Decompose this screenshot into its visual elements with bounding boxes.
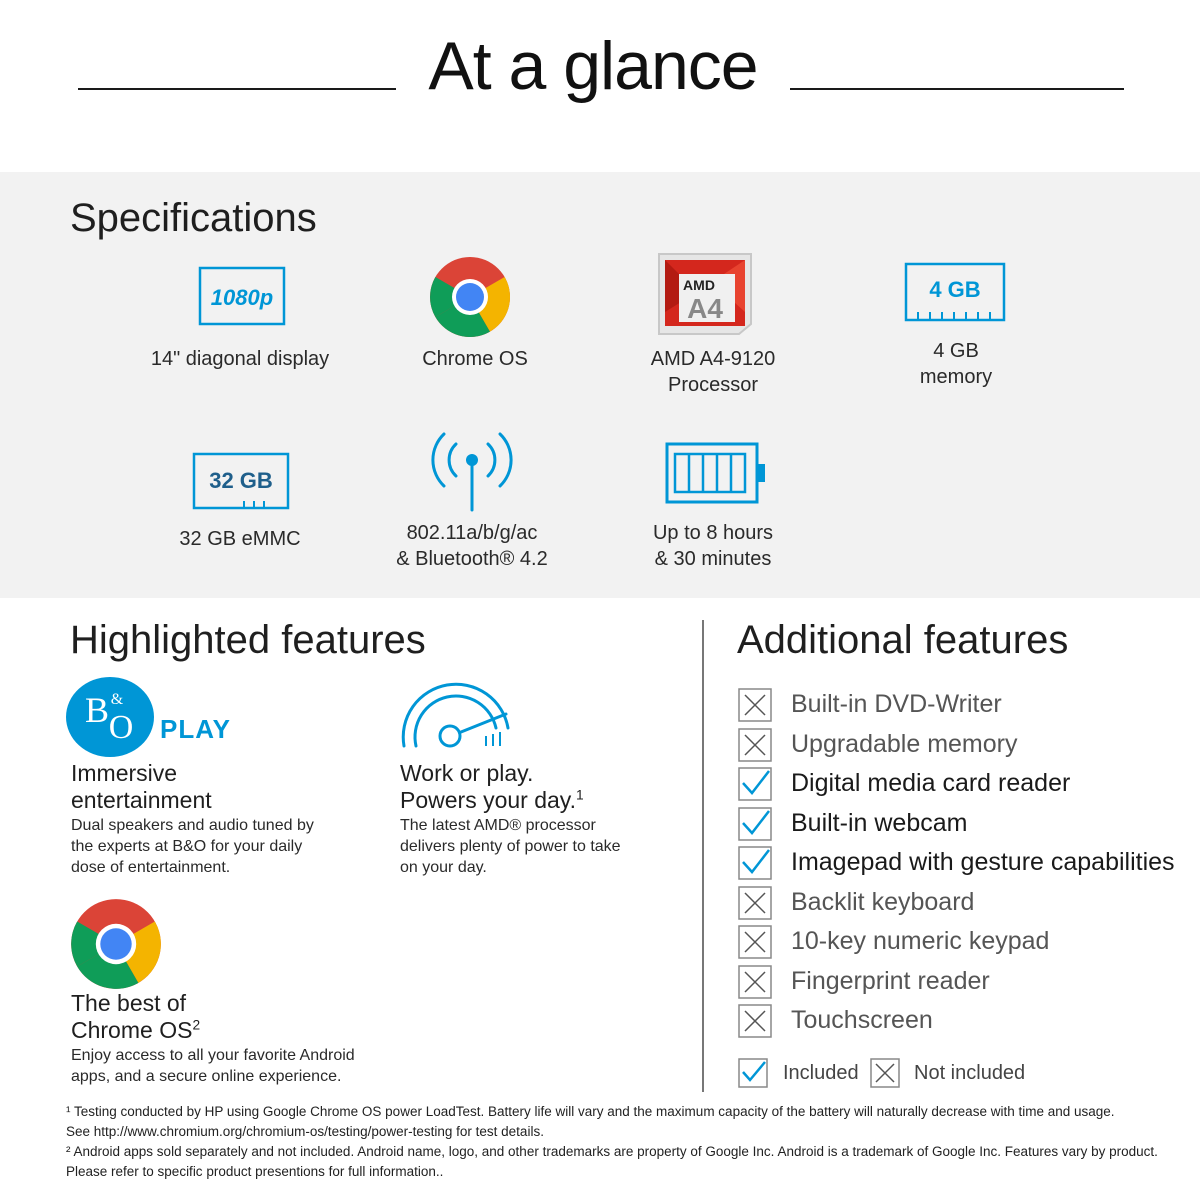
x-icon	[738, 728, 772, 762]
x-icon	[738, 965, 772, 999]
display-icon-text: 1080p	[210, 285, 274, 310]
header-rule-right	[790, 88, 1124, 90]
footnote-1-line1: ¹ Testing conducted by HP using Google Chrome OS power LoadTest. Battery life will vary and the maximum capacity of the battery will naturally decrease with time and usage.	[66, 1104, 1115, 1119]
legend-not-included-label: Not included	[914, 1062, 1026, 1084]
feature-2-body-line2: delivers plenty of power to take	[400, 838, 621, 855]
bo-logo-amp: &	[110, 691, 124, 708]
additional-features-title: Additional features	[737, 618, 1069, 662]
page-title: At a glance	[428, 28, 758, 104]
spec-processor-caption-1: AMD A4-9120	[650, 348, 776, 370]
spec-chrome-os	[375, 252, 575, 372]
feature-1-body-line3: dose of entertainment.	[71, 859, 231, 876]
bo-play-logo	[65, 676, 155, 758]
spec-display	[120, 262, 360, 372]
additional-feature-label: Upgradable memory	[791, 729, 1018, 758]
additional-feature-row	[738, 805, 1188, 839]
feature-3-body-line2: apps, and a secure online experience.	[71, 1068, 342, 1085]
feature-2-heading-line1: Work or play.	[400, 760, 534, 786]
feature-1-body-line1: Dual speakers and audio tuned by	[71, 817, 314, 834]
additional-feature-label: Touchscreen	[791, 1006, 933, 1034]
additional-feature-row	[738, 963, 1188, 997]
additional-feature-label: Fingerprint reader	[791, 966, 990, 995]
feature-2-heading-line2	[400, 787, 584, 814]
additional-feature-label: Built-in webcam	[791, 808, 968, 837]
check-icon	[738, 807, 772, 841]
feature-3-body-line1: Enjoy access to all your favorite Android	[71, 1047, 355, 1064]
additional-feature-label: Digital media card reader	[791, 769, 1071, 797]
speedometer-icon	[398, 678, 514, 750]
additional-feature-row	[738, 884, 1188, 918]
amd-a4-icon	[657, 252, 753, 336]
feature-1-heading	[71, 760, 212, 814]
feature-1-heading-line2: entertainment	[71, 787, 212, 813]
storage-icon-text: 32 GB	[209, 468, 273, 493]
feature-2-body-line3: on your day.	[400, 859, 487, 876]
additional-feature-row	[738, 686, 1188, 720]
spec-processor-caption-2: Processor	[667, 374, 759, 396]
display-1080p-icon	[198, 266, 286, 326]
spec-display-caption: 14" diagonal display	[150, 348, 330, 370]
spec-memory	[856, 260, 1056, 400]
additional-feature-label: 10-key numeric keypad	[791, 927, 1050, 955]
feature-2-body	[400, 815, 621, 878]
footnote-2-line1: ² Android apps sold separately and not included. Android name, logo, and other trademarks are property of Google Inc. Android is a trademark of Google Inc. Features vary by product.	[66, 1144, 1158, 1159]
memory-icon	[904, 262, 1006, 322]
spec-storage	[140, 450, 340, 560]
storage-icon	[192, 452, 290, 510]
additional-feature-label: Backlit keyboard	[791, 887, 975, 916]
additional-feature-row	[738, 923, 1188, 957]
chrome-logo-icon	[70, 898, 162, 990]
bo-logo-o: O	[108, 709, 134, 746]
features-legend	[738, 1056, 1138, 1090]
x-icon	[738, 886, 772, 920]
amd-icon-text: AMD	[683, 277, 715, 293]
highlighted-features-title: Highlighted features	[70, 618, 426, 662]
header	[0, 0, 1200, 172]
spec-memory-caption-2: memory	[919, 366, 993, 388]
memory-icon-text: 4 GB	[929, 277, 981, 302]
bo-play-label: PLAY	[160, 714, 231, 744]
check-icon	[738, 767, 772, 801]
spec-processor	[613, 252, 813, 402]
wireless-icon	[426, 428, 518, 512]
additional-feature-label: Imagepad with gesture capabilities	[791, 848, 1175, 876]
spec-memory-caption-1: 4 GB	[933, 340, 979, 362]
specifications-title: Specifications	[70, 196, 317, 240]
feature-3-heading	[71, 990, 200, 1044]
additional-feature-row	[738, 726, 1188, 760]
spec-battery	[613, 442, 813, 582]
feature-3-heading-line1: The best of	[71, 990, 187, 1016]
feature-1-heading-line1: Immersive	[71, 760, 178, 786]
x-icon	[738, 925, 772, 959]
spec-chrome-caption: Chrome OS	[422, 348, 528, 370]
bo-logo-b: B	[84, 690, 110, 730]
footnote-2-line2: Please refer to specific product presentions for full information..	[66, 1164, 444, 1179]
additional-feature-row	[738, 1002, 1188, 1036]
x-icon	[738, 688, 772, 722]
feature-3-heading-line2	[71, 1017, 200, 1044]
feature-2-footnote-ref: 1	[575, 787, 584, 803]
footnote-1-line2: See http://www.chromium.org/chromium-os/testing/power-testing for test details.	[66, 1124, 544, 1139]
feature-3-heading-text: Chrome OS	[71, 1017, 193, 1043]
legend-check-icon	[738, 1058, 768, 1088]
spec-storage-caption: 32 GB eMMC	[179, 528, 301, 550]
feature-1-body-line2: the experts at B&O for your daily	[71, 838, 303, 855]
spec-battery-caption-2: & 30 minutes	[654, 548, 772, 570]
header-rule-left	[78, 88, 396, 90]
check-icon	[738, 846, 772, 880]
additional-feature-row	[738, 765, 1188, 799]
spec-wireless-caption-1: 802.11a/b/g/ac	[406, 522, 538, 544]
spec-wireless	[372, 428, 572, 578]
legend-included-label: Included	[783, 1062, 859, 1084]
additional-feature-label: Built-in DVD-Writer	[791, 690, 1002, 718]
spec-battery-caption-1: Up to 8 hours	[652, 522, 774, 544]
battery-icon	[665, 442, 769, 504]
feature-2-heading	[400, 760, 584, 814]
footnotes	[66, 1102, 1176, 1182]
section-divider	[702, 620, 704, 1092]
feature-2-body-line1: The latest AMD® processor	[400, 817, 596, 834]
chrome-os-icon	[429, 256, 511, 338]
specifications-section	[0, 172, 1200, 598]
additional-feature-row	[738, 844, 1188, 878]
amd-a4-icon-text: A4	[687, 293, 723, 324]
legend-x-icon	[870, 1058, 900, 1088]
feature-1-body	[71, 815, 314, 878]
spec-wireless-caption-2: & Bluetooth® 4.2	[396, 548, 548, 570]
x-icon	[738, 1004, 772, 1038]
feature-2-heading-text: Powers your day.	[400, 787, 576, 813]
feature-3-body	[71, 1045, 355, 1087]
feature-3-footnote-ref: 2	[192, 1017, 201, 1033]
